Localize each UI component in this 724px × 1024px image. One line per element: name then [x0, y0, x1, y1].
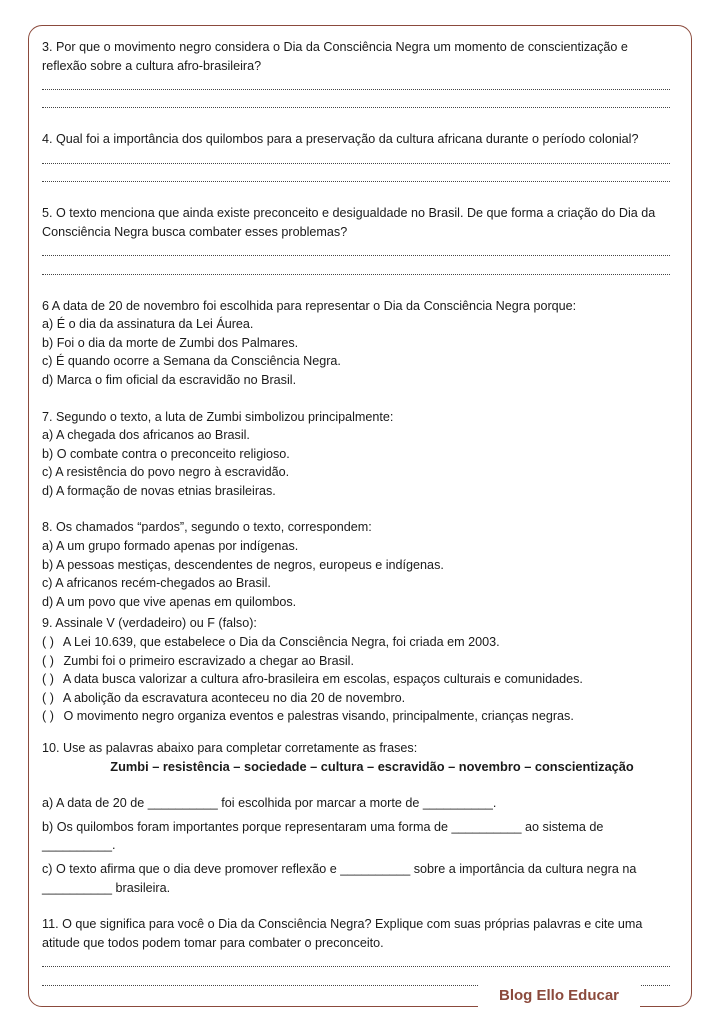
tf-item: ( ) A Lei 10.639, que estabelece o Dia da Consciência Negra, foi criada em 2003.	[42, 633, 674, 652]
fill-blank-a[interactable]: a) A data de 20 de __________ foi escolhida por marcar a morte de __________.	[42, 796, 497, 811]
option-c[interactable]: c) A resistência do povo negro à escravidão.	[42, 465, 290, 480]
worksheet	[42, 38, 674, 990]
question-7: 7. Segundo o texto, a luta de Zumbi simbolizou principalmente:	[42, 409, 394, 424]
tf-item: ( ) A abolição da escravatura aconteceu no dia 20 de novembro.	[42, 689, 674, 708]
question-5: 5. O texto menciona que ainda existe preconceito e desigualdade no Brasil. De que forma a criação do Dia da Consciência Negra busca combater esses problemas?	[42, 206, 656, 239]
option-d[interactable]: d) Marca o fim oficial da escravidão no Brasil.	[42, 372, 297, 387]
word-bank: Zumbi – resistência – sociedade – cultura – escravidão – novembro – conscientização	[110, 758, 634, 774]
option-a[interactable]: a) É o dia da assinatura da Lei Áurea.	[42, 317, 254, 332]
fill-blank-b[interactable]: b) Os quilombos foram importantes porque representaram uma forma de __________ ao sistema de __________.	[42, 819, 604, 853]
option-d[interactable]: d) A um povo que vive apenas em quilombos.	[42, 594, 297, 609]
brand-footer: Blog Ello Educar	[478, 985, 640, 1007]
tf-checkbox[interactable]: ( )	[42, 653, 54, 668]
answer-line[interactable]	[42, 149, 674, 168]
option-c[interactable]: c) A africanos recém-chegados ao Brasil.	[42, 576, 271, 591]
option-b[interactable]: b) A pessoas mestiças, descendentes de negros, europeus e indígenas.	[42, 557, 444, 572]
question-3: 3. Por que o movimento negro considera o Dia da Consciência Negra um momento de conscientização e reflexão sobre a cultura afro-brasileira?	[42, 40, 628, 73]
tf-checkbox[interactable]: ( )	[42, 690, 54, 705]
option-a[interactable]: a) A chegada dos africanos ao Brasil.	[42, 428, 250, 443]
tf-item: ( ) O movimento negro organiza eventos e palestras visando, principalmente, crianças negras.	[42, 707, 674, 726]
question-9: 9. Assinale V (verdadeiro) ou F (falso):	[42, 616, 257, 631]
question-6: 6 A data de 20 de novembro foi escolhida para representar o Dia da Consciência Negra porque:	[42, 298, 577, 313]
option-b[interactable]: b) Foi o dia da morte de Zumbi dos Palmares.	[42, 335, 299, 350]
option-c[interactable]: c) É quando ocorre a Semana da Consciência Negra.	[42, 354, 341, 369]
option-a[interactable]: a) A um grupo formado apenas por indígenas.	[42, 539, 299, 554]
answer-line[interactable]	[42, 94, 674, 113]
question-4: 4. Qual foi a importância dos quilombos para a preservação da cultura africana durante o período colonial?	[42, 132, 639, 147]
tf-checkbox[interactable]: ( )	[42, 709, 54, 724]
tf-checkbox[interactable]: ( )	[42, 635, 54, 650]
answer-line[interactable]	[42, 952, 674, 971]
tf-checkbox[interactable]: ( )	[42, 672, 54, 687]
question-11: 11. O que significa para você o Dia da Consciência Negra? Explique com suas próprias palavras e cite uma atitude que todos podem tomar para combater o preconceito.	[42, 917, 643, 950]
answer-line[interactable]	[42, 75, 674, 94]
tf-item: ( ) Zumbi foi o primeiro escravizado a chegar ao Brasil.	[42, 652, 674, 671]
fill-blank-c[interactable]: c) O texto afirma que o dia deve promover reflexão e __________ sobre a importância da cultura negra na __________ brasileira.	[42, 861, 637, 895]
answer-line[interactable]	[42, 241, 674, 260]
tf-item: ( ) A data busca valorizar a cultura afro-brasileira em escolas, espaços culturais e comunidades.	[42, 670, 674, 689]
question-10: 10. Use as palavras abaixo para completar corretamente as frases:	[42, 741, 418, 755]
question-8: 8. Os chamados “pardos”, segundo o texto, correspondem:	[42, 520, 372, 535]
answer-line[interactable]	[42, 260, 674, 279]
option-d[interactable]: d) A formação de novas etnias brasileiras.	[42, 483, 276, 498]
option-b[interactable]: b) O combate contra o preconceito religioso.	[42, 446, 290, 461]
answer-line[interactable]	[42, 168, 674, 187]
